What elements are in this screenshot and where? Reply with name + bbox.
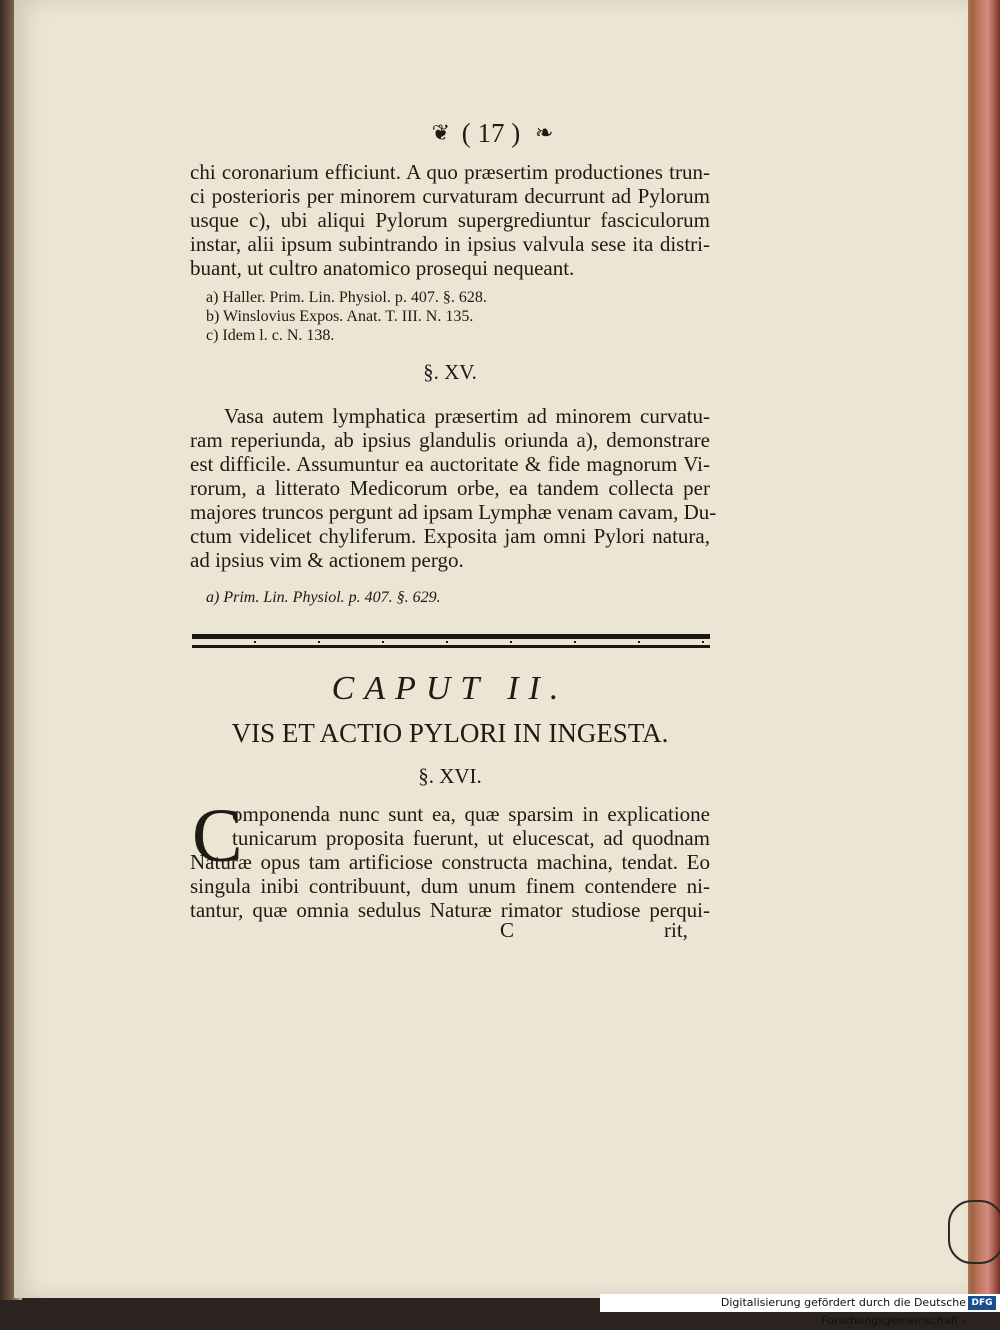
text-line: omponenda nunc sunt ea, quæ sparsim in explicatione (232, 802, 710, 826)
catchword: rit, (664, 918, 688, 942)
text-line: usque c), ubi aliqui Pylorum supergrediuntur fasciculorum (190, 208, 710, 232)
text-line: tantur, quæ omnia sedulus Naturæ rimator studiose perqui- (190, 898, 710, 922)
ornament-right-icon: ❧ (534, 120, 551, 145)
dfg-logo: DFG (968, 1296, 996, 1310)
signature-mark: C (500, 918, 515, 942)
text-line: ci posterioris per minorem curvaturam decurrunt ad Pylorum (190, 184, 710, 208)
paragraph-1 (190, 160, 710, 280)
footnote: a) Haller. Prim. Lin. Physiol. p. 407. §. 628. (206, 289, 487, 306)
section-heading-xv: §. XV. (423, 360, 477, 384)
text-line: buant, ut cultro anatomico prosequi nequeant. (190, 256, 575, 280)
drop-cap: C (192, 794, 243, 878)
text-line: singula inibi contribuunt, dum unum finem contendere ni- (190, 874, 710, 898)
footnote: c) Idem l. c. N. 138. (206, 327, 335, 344)
text-line: chi coronarium efficiunt. A quo præsertim productiones trun- (190, 160, 710, 184)
ornament-left-icon: ❦ (431, 120, 447, 145)
page-header (14, 118, 968, 149)
text-line: Vasa autem lymphatica præsertim ad minorem curvatu- (224, 404, 710, 428)
footnotes-1 (206, 288, 726, 345)
footnote: b) Winslovius Expos. Anat. T. III. N. 135. (206, 308, 474, 325)
text-line: Naturæ opus tam artificiose constructa machina, tendat. Eo (190, 850, 710, 874)
text-line: ad ipsius vim & actionem pergo. (190, 548, 464, 572)
text-line: majores truncos pergunt ad ipsam Lymphæ venam cavam, Du- (190, 500, 717, 524)
digitization-credit: Digitalisierung gefördert durch die Deutsche Forschungsgemeinschaft - (600, 1294, 1000, 1312)
chapter-title: VIS ET ACTIO PYLORI IN INGESTA. (231, 718, 669, 748)
page-clip (948, 1200, 1000, 1264)
paragraph-2 (190, 404, 717, 572)
text-line: instar, alii ipsum subintrando in ipsius valvula sese ita distri- (190, 232, 710, 256)
text-line: ctum videlicet chyliferum. Exposita jam omni Pylori natura, (190, 524, 710, 548)
text-line: ram reperiunda, ab ipsius glandulis oriunda a), demonstrare (190, 428, 710, 452)
footnotes-2 (206, 588, 726, 607)
paragraph-3 (190, 802, 710, 922)
text-line: est difficile. Assumuntur ea auctoritate & fide magnorum Vi- (190, 452, 710, 476)
text-line: rorum, a litterato Medicorum orbe, ea tandem collecta per (190, 476, 710, 500)
chapter-number: CAPUT II. (331, 670, 569, 707)
section-heading-xvi: §. XVI. (418, 764, 482, 788)
page-number: ( 17 ) (461, 118, 521, 148)
text-line: tunicarum proposita fuerunt, ut elucescat, ad quodnam (232, 826, 710, 850)
footnote: a) Prim. Lin. Physiol. p. 407. §. 629. (206, 589, 441, 606)
double-rule-divider (192, 634, 710, 648)
scanned-page (14, 0, 968, 1298)
